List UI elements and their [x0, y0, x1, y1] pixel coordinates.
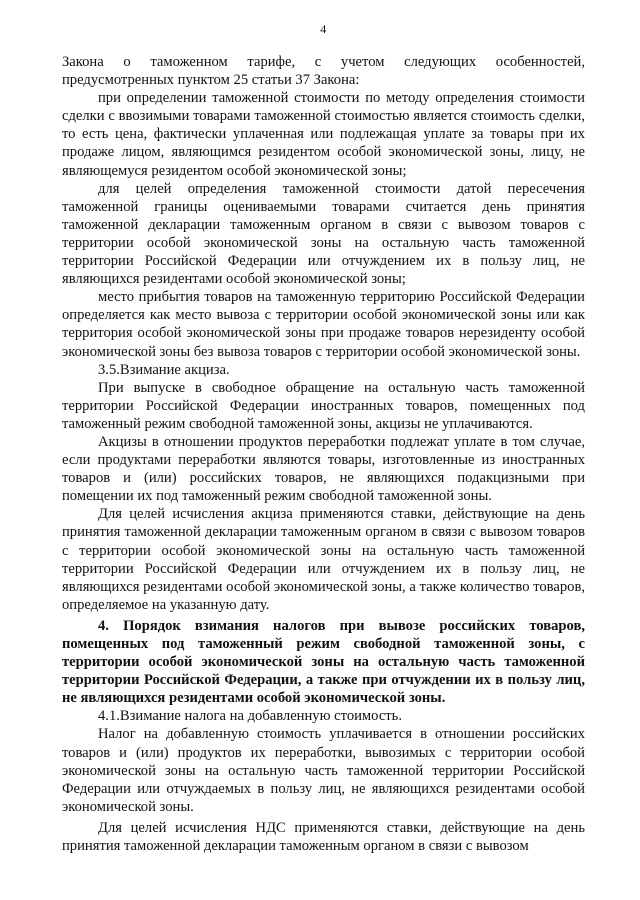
paragraph-excise-not-paid: При выпуске в свободное обращение на остальную часть таможенной территории Российской Федерации иностранных товаров, помещенных под таможенный режим свободной таможенной зоны, акцизы не уплачиваются. — [62, 379, 585, 432]
paragraph-place-of-arrival: место прибытия товаров на таможенную территорию Российской Федерации определяется как место вывоза с территории особой экономической зоны или как территория особой экономической зоны при продаже товаров нерезиденту особой экономической зоны без вывоза товаров с территории особой экономической зоны. — [62, 289, 585, 360]
paragraph-continuation: Закона о таможенном тарифе, с учетом следующих особенностей, предусмотренных пунктом 25 статьи 37 Закона: — [62, 54, 585, 89]
paragraph-excise-rates: Для целей исчисления акциза применяются ставки, действующие на день принятия таможенной декларации таможенным органом в связи с вывозом товаров с территории особой экономической зоны на остальную часть таможенной территории Российской Федерации или отчуждением их в пользу лиц, не являющихся резидентами особой экономической зоны, а также количество товаров, определяемое на указанную дату. — [62, 506, 585, 613]
document-body — [62, 53, 585, 855]
paragraph-border-crossing-date: для целей определения таможенной стоимости датой пересечения таможенной границы оцениваемыми товарами считается день принятия таможенной декларации таможенным органом в связи с вывозом товаров с территории особой экономической зоны на остальную часть таможенной территории Российской Федерации или отчуждением их в пользу лиц, не являющихся резидентами особой экономической зоны; — [62, 180, 585, 288]
page-number: 4 — [320, 22, 327, 36]
paragraph-vat-rates: Для целей исчисления НДС применяются ставки, действующие на день принятия таможенной декларации таможенным органом в связи с вывозом — [62, 819, 585, 855]
paragraph-excise-processing-products: Акцизы в отношении продуктов переработки подлежат уплате в том случае, если продуктами переработки являются товары, изготовленные из иностранных товаров и (или) российских товаров, не являющихся подакцизными при помещении их под таможенный режим свободной таможенной зоны. — [62, 433, 585, 505]
paragraph-vat-paid: Налог на добавленную стоимость уплачивается в отношении российских товаров и (или) продуктов их переработки, вывозимых с территории особой экономической зоны на остальную часть таможенной территории Российской Федерации или отчуждаемых в пользу лиц, не являющихся резидентами особой экономической зоны. — [62, 726, 585, 815]
section-heading-4: 4. Порядок взимания налогов при вывозе российских товаров, помещенных под таможенный режим свободной таможенной зоны, с территории особой экономической зоны на остальную часть таможенной территории Российской Федерации, а также при отчуждении их в пользу лиц, не являющихся резидентами особой экономической зоны. — [62, 617, 585, 707]
paragraph-customs-value-method: при определении таможенной стоимости по методу определения стоимости сделки с ввозимыми товарами таможенной стоимостью является стоимость сделки, то есть цена, фактически уплаченная или подлежащая уплате за товары при их продаже лицом, являющимся резидентом особой экономической зоны, лицу, не являющемуся резидентом особой экономической зоны; — [62, 90, 585, 179]
subheading-4-1-vat: 4.1.Взимание налога на добавленную стоимость. — [98, 708, 402, 725]
subheading-3-5-excise: 3.5.Взимание акциза. — [98, 361, 230, 378]
